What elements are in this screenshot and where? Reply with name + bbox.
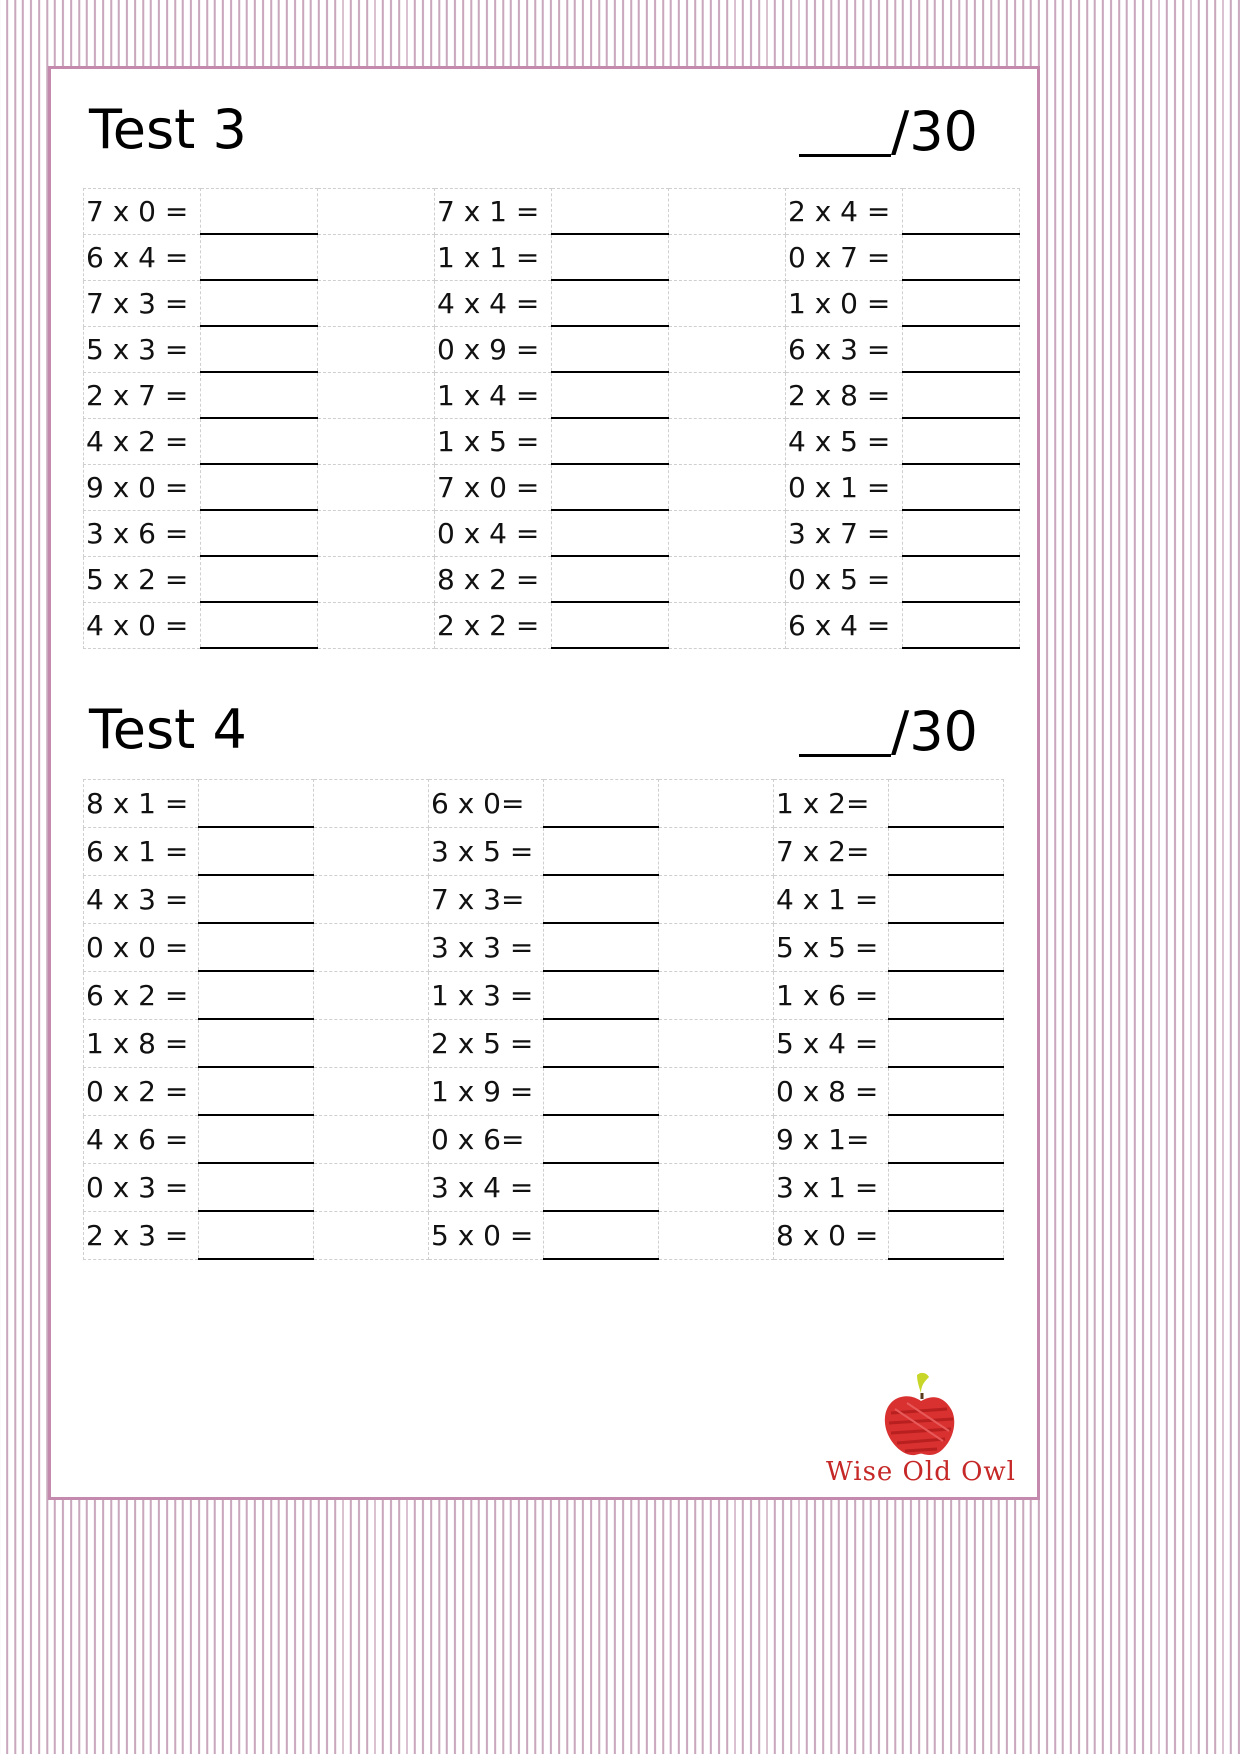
spacer-cell [318,372,435,418]
answer-blank[interactable] [552,556,669,602]
table-row [84,875,1004,923]
problem-cell: 8 x 1 = [84,780,199,828]
answer-blank[interactable] [903,510,1020,556]
answer-blank[interactable] [544,1115,659,1163]
problem-cell: 4 x 0 = [84,602,201,648]
answer-blank[interactable] [201,464,318,510]
problem-cell: 6 x 0= [429,780,544,828]
problem-cell: 2 x 8 = [786,372,903,418]
spacer-cell [314,1211,429,1259]
answer-blank[interactable] [201,556,318,602]
problem-cell: 6 x 4 = [84,234,201,280]
table-row [84,556,1020,602]
spacer-cell [659,923,774,971]
spacer-cell [669,602,786,648]
answer-blank[interactable] [903,464,1020,510]
problem-cell: 3 x 3 = [429,923,544,971]
table-row [84,971,1004,1019]
answer-blank[interactable] [552,464,669,510]
spacer-cell [669,372,786,418]
problem-cell: 5 x 0 = [429,1211,544,1259]
spacer-cell [318,189,435,235]
answer-blank[interactable] [552,189,669,235]
answer-blank[interactable] [201,280,318,326]
problem-cell: 7 x 3= [429,875,544,923]
spacer-cell [318,556,435,602]
answer-blank[interactable] [544,1163,659,1211]
score-blank-line[interactable] [799,154,891,157]
spacer-cell [314,1019,429,1067]
table-row [84,1019,1004,1067]
problem-cell: 0 x 7 = [786,234,903,280]
answer-blank[interactable] [199,1019,314,1067]
problem-cell: 7 x 2= [774,827,889,875]
answer-blank[interactable] [199,1115,314,1163]
test-4-table [83,779,1004,1260]
answer-blank[interactable] [889,923,1004,971]
problem-cell: 1 x 5 = [435,418,552,464]
score-total: /30 [891,700,978,763]
spacer-cell [659,1115,774,1163]
answer-blank[interactable] [201,326,318,372]
answer-blank[interactable] [903,326,1020,372]
test-4-score [799,699,999,763]
problem-cell: 5 x 5 = [774,923,889,971]
table-row [84,1067,1004,1115]
spacer-cell [669,326,786,372]
problem-cell: 3 x 1 = [774,1163,889,1211]
problem-cell: 0 x 3 = [84,1163,199,1211]
answer-blank[interactable] [199,780,314,828]
answer-blank[interactable] [889,1019,1004,1067]
spacer-cell [669,556,786,602]
answer-blank[interactable] [201,189,318,235]
worksheet [48,66,1040,1500]
answer-blank[interactable] [889,1115,1004,1163]
problem-cell: 4 x 6 = [84,1115,199,1163]
problem-cell: 6 x 4 = [786,602,903,648]
spacer-cell [314,923,429,971]
test-3-table [83,188,1020,649]
spacer-cell [314,875,429,923]
answer-blank[interactable] [544,971,659,1019]
spacer-cell [314,1115,429,1163]
problem-cell: 1 x 2= [774,780,889,828]
spacer-cell [669,280,786,326]
table-row [84,827,1004,875]
spacer-cell [669,464,786,510]
spacer-cell [659,780,774,828]
spacer-cell [669,189,786,235]
answer-blank[interactable] [903,418,1020,464]
table-row [84,464,1020,510]
problem-cell: 4 x 3 = [84,875,199,923]
test-4-title: Test 4 [89,698,247,761]
table-row [84,372,1020,418]
problem-cell: 2 x 5 = [429,1019,544,1067]
problem-cell: 7 x 0 = [84,189,201,235]
problem-cell: 7 x 3 = [84,280,201,326]
logo-text: Wise Old Owl [825,1457,1016,1487]
answer-blank[interactable] [201,602,318,648]
answer-blank[interactable] [903,234,1020,280]
problem-cell: 0 x 6= [429,1115,544,1163]
problem-cell: 7 x 1 = [435,189,552,235]
table-row [84,1211,1004,1259]
answer-blank[interactable] [544,1067,659,1115]
answer-blank[interactable] [199,1211,314,1259]
spacer-cell [318,510,435,556]
answer-blank[interactable] [889,1163,1004,1211]
apple-icon [877,1369,967,1461]
problem-cell: 3 x 7 = [786,510,903,556]
answer-blank[interactable] [199,923,314,971]
spacer-cell [659,827,774,875]
wise-old-owl-logo [811,1369,1031,1489]
spacer-cell [318,280,435,326]
table-row [84,780,1004,828]
answer-blank[interactable] [544,875,659,923]
problem-cell: 8 x 0 = [774,1211,889,1259]
table-row [84,280,1020,326]
table-row [84,923,1004,971]
problem-cell: 4 x 4 = [435,280,552,326]
problem-cell: 9 x 1= [774,1115,889,1163]
problem-cell: 2 x 3 = [84,1211,199,1259]
answer-blank[interactable] [201,234,318,280]
table-row [84,418,1020,464]
answer-blank[interactable] [199,1163,314,1211]
problem-cell: 5 x 2 = [84,556,201,602]
answer-blank[interactable] [201,510,318,556]
problem-cell: 3 x 4 = [429,1163,544,1211]
problem-cell: 2 x 4 = [786,189,903,235]
problem-cell: 1 x 3 = [429,971,544,1019]
problem-cell: 6 x 1 = [84,827,199,875]
problem-cell: 5 x 4 = [774,1019,889,1067]
answer-blank[interactable] [552,602,669,648]
answer-blank[interactable] [552,510,669,556]
spacer-cell [659,875,774,923]
answer-blank[interactable] [544,827,659,875]
answer-blank[interactable] [903,280,1020,326]
problem-cell: 0 x 8 = [774,1067,889,1115]
problem-cell: 3 x 6 = [84,510,201,556]
problem-cell: 1 x 6 = [774,971,889,1019]
table-row [84,1163,1004,1211]
answer-blank[interactable] [903,189,1020,235]
spacer-cell [659,1019,774,1067]
table-row [84,602,1020,648]
table-row [84,189,1020,235]
answer-blank[interactable] [552,234,669,280]
spacer-cell [318,602,435,648]
spacer-cell [314,827,429,875]
answer-blank[interactable] [552,372,669,418]
answer-blank[interactable] [552,326,669,372]
score-blank-line[interactable] [799,754,891,757]
spacer-cell [314,1163,429,1211]
spacer-cell [318,326,435,372]
problem-cell: 6 x 3 = [786,326,903,372]
spacer-cell [659,1067,774,1115]
answer-blank[interactable] [903,556,1020,602]
table-row [84,234,1020,280]
problem-cell: 5 x 3 = [84,326,201,372]
problem-cell: 0 x 0 = [84,923,199,971]
answer-blank[interactable] [201,372,318,418]
problem-cell: 0 x 4 = [435,510,552,556]
answer-blank[interactable] [889,875,1004,923]
problem-cell: 4 x 5 = [786,418,903,464]
spacer-cell [659,1163,774,1211]
problem-cell: 8 x 2 = [435,556,552,602]
spacer-cell [314,780,429,828]
problem-cell: 0 x 9 = [435,326,552,372]
test-3-score [799,99,999,163]
problem-cell: 0 x 1 = [786,464,903,510]
answer-blank[interactable] [889,1211,1004,1259]
answer-blank[interactable] [199,1067,314,1115]
answer-blank[interactable] [889,827,1004,875]
table-row [84,1115,1004,1163]
problem-cell: 9 x 0 = [84,464,201,510]
answer-blank[interactable] [889,780,1004,828]
spacer-cell [669,418,786,464]
problem-cell: 1 x 1 = [435,234,552,280]
table-row [84,326,1020,372]
test-3-title: Test 3 [89,98,247,161]
spacer-cell [314,971,429,1019]
answer-blank[interactable] [201,418,318,464]
problem-cell: 2 x 2 = [435,602,552,648]
problem-cell: 4 x 2 = [84,418,201,464]
answer-blank[interactable] [903,602,1020,648]
spacer-cell [669,510,786,556]
answer-blank[interactable] [552,418,669,464]
problem-cell: 4 x 1 = [774,875,889,923]
problem-cell: 0 x 5 = [786,556,903,602]
answer-blank[interactable] [552,280,669,326]
problem-cell: 3 x 5 = [429,827,544,875]
problem-cell: 1 x 4 = [435,372,552,418]
spacer-cell [318,464,435,510]
answer-blank[interactable] [903,372,1020,418]
problem-cell: 1 x 9 = [429,1067,544,1115]
problem-cell: 2 x 7 = [84,372,201,418]
problem-cell: 0 x 2 = [84,1067,199,1115]
table-row [84,510,1020,556]
answer-blank[interactable] [544,1211,659,1259]
problem-cell: 6 x 2 = [84,971,199,1019]
answer-blank[interactable] [199,875,314,923]
spacer-cell [669,234,786,280]
answer-blank[interactable] [199,827,314,875]
spacer-cell [318,418,435,464]
problem-cell: 1 x 0 = [786,280,903,326]
answer-blank[interactable] [889,1067,1004,1115]
answer-blank[interactable] [199,971,314,1019]
spacer-cell [659,1211,774,1259]
answer-blank[interactable] [544,1019,659,1067]
spacer-cell [314,1067,429,1115]
answer-blank[interactable] [544,780,659,828]
problem-cell: 1 x 8 = [84,1019,199,1067]
answer-blank[interactable] [889,971,1004,1019]
spacer-cell [659,971,774,1019]
score-total: /30 [891,100,978,163]
spacer-cell [318,234,435,280]
answer-blank[interactable] [544,923,659,971]
problem-cell: 7 x 0 = [435,464,552,510]
